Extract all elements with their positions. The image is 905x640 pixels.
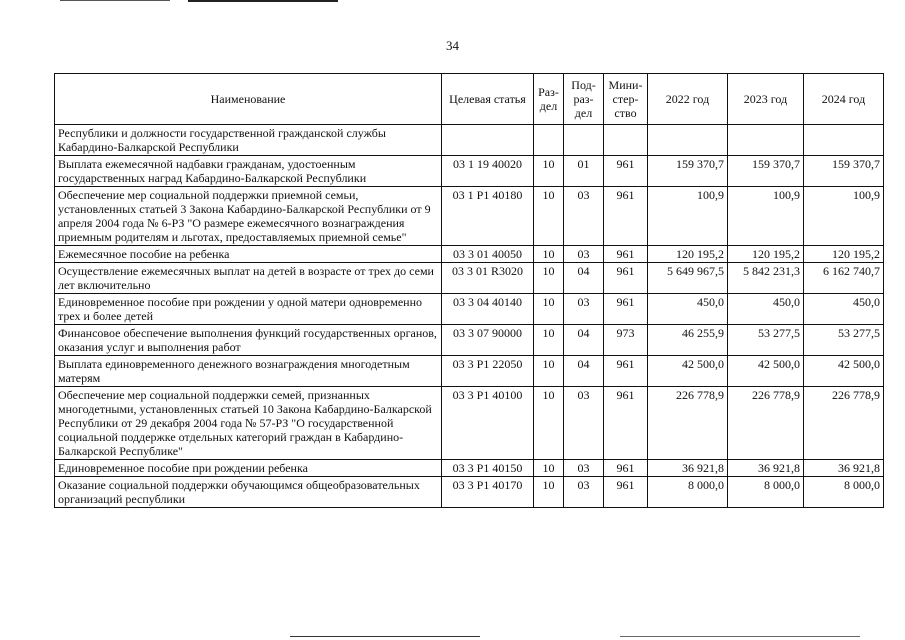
cell-ministry: 961 bbox=[604, 187, 648, 246]
budget-table bbox=[54, 73, 884, 508]
cell-section: 10 bbox=[534, 325, 564, 356]
cell-2023 bbox=[728, 125, 804, 156]
table-row bbox=[55, 263, 884, 294]
table-row bbox=[55, 356, 884, 387]
column-header-ministry: Мини-стер-ство bbox=[604, 74, 648, 125]
cell-2023: 100,9 bbox=[728, 187, 804, 246]
cell-article: 03 3 01 R3020 bbox=[442, 263, 534, 294]
table-row bbox=[55, 246, 884, 263]
cell-2023: 159 370,7 bbox=[728, 156, 804, 187]
cell-article: 03 3 Р1 22050 bbox=[442, 356, 534, 387]
cell-2023: 36 921,8 bbox=[728, 460, 804, 477]
table-row bbox=[55, 325, 884, 356]
scan-artifact-line bbox=[188, 0, 338, 2]
cell-subsection: 04 bbox=[564, 325, 604, 356]
cell-name: Оказание социальной поддержки обучающимся общеобразовательных организаций республики bbox=[55, 477, 442, 508]
cell-ministry: 961 bbox=[604, 387, 648, 460]
cell-ministry: 961 bbox=[604, 156, 648, 187]
cell-2022: 450,0 bbox=[648, 294, 728, 325]
cell-subsection: 04 bbox=[564, 356, 604, 387]
cell-name: Республики и должности государственной гражданской службы Кабардино-Балкарской Республики bbox=[55, 125, 442, 156]
cell-2022: 46 255,9 bbox=[648, 325, 728, 356]
cell-name: Осуществление ежемесячных выплат на детей в возрасте от трех до семи лет включительно bbox=[55, 263, 442, 294]
scan-artifact-line bbox=[620, 636, 860, 637]
column-header-section: Раз-дел bbox=[534, 74, 564, 125]
cell-2024: 53 277,5 bbox=[804, 325, 884, 356]
cell-2023: 53 277,5 bbox=[728, 325, 804, 356]
cell-2024 bbox=[804, 125, 884, 156]
column-header-2024: 2024 год bbox=[804, 74, 884, 125]
column-header-2023: 2023 год bbox=[728, 74, 804, 125]
cell-2023: 120 195,2 bbox=[728, 246, 804, 263]
cell-section: 10 bbox=[534, 477, 564, 508]
cell-section: 10 bbox=[534, 356, 564, 387]
table-row bbox=[55, 125, 884, 156]
cell-2024: 450,0 bbox=[804, 294, 884, 325]
cell-article: 03 3 04 40140 bbox=[442, 294, 534, 325]
cell-name: Ежемесячное пособие на ребенка bbox=[55, 246, 442, 263]
cell-section: 10 bbox=[534, 156, 564, 187]
cell-article: 03 1 19 40020 bbox=[442, 156, 534, 187]
cell-article: 03 3 01 40050 bbox=[442, 246, 534, 263]
column-header-name: Наименование bbox=[55, 74, 442, 125]
cell-2022: 100,9 bbox=[648, 187, 728, 246]
page-number: 34 bbox=[446, 38, 459, 53]
cell-ministry: 961 bbox=[604, 460, 648, 477]
cell-name: Единовременное пособие при рождении у одной матери одновременно трех и более детей bbox=[55, 294, 442, 325]
cell-2024: 120 195,2 bbox=[804, 246, 884, 263]
table-row bbox=[55, 294, 884, 325]
cell-2022: 36 921,8 bbox=[648, 460, 728, 477]
cell-ministry: 961 bbox=[604, 356, 648, 387]
cell-2022: 8 000,0 bbox=[648, 477, 728, 508]
column-header-article: Целевая статья bbox=[442, 74, 534, 125]
cell-section: 10 bbox=[534, 460, 564, 477]
table-row bbox=[55, 477, 884, 508]
cell-2022 bbox=[648, 125, 728, 156]
cell-2022: 42 500,0 bbox=[648, 356, 728, 387]
cell-section: 10 bbox=[534, 387, 564, 460]
cell-ministry: 961 bbox=[604, 294, 648, 325]
cell-ministry: 961 bbox=[604, 246, 648, 263]
cell-2024: 6 162 740,7 bbox=[804, 263, 884, 294]
cell-section bbox=[534, 125, 564, 156]
cell-2022: 120 195,2 bbox=[648, 246, 728, 263]
cell-subsection: 03 bbox=[564, 187, 604, 246]
cell-2022: 5 649 967,5 bbox=[648, 263, 728, 294]
cell-subsection: 03 bbox=[564, 294, 604, 325]
scan-artifact-line bbox=[290, 636, 480, 637]
column-header-2022: 2022 год bbox=[648, 74, 728, 125]
cell-2023: 450,0 bbox=[728, 294, 804, 325]
cell-2024: 8 000,0 bbox=[804, 477, 884, 508]
table-row bbox=[55, 460, 884, 477]
scan-artifact-line bbox=[60, 0, 170, 1]
column-header-subsection: Под-раз-дел bbox=[564, 74, 604, 125]
cell-name: Выплата ежемесячной надбавки гражданам, удостоенным государственных наград Кабардино-Балкарской Республики bbox=[55, 156, 442, 187]
cell-name: Финансовое обеспечение выполнения функций государственных органов, оказания услуг и выполнения работ bbox=[55, 325, 442, 356]
table-header-row bbox=[55, 74, 884, 125]
cell-subsection: 03 bbox=[564, 246, 604, 263]
cell-2024: 36 921,8 bbox=[804, 460, 884, 477]
cell-2024: 42 500,0 bbox=[804, 356, 884, 387]
cell-section: 10 bbox=[534, 294, 564, 325]
cell-2023: 42 500,0 bbox=[728, 356, 804, 387]
cell-subsection: 03 bbox=[564, 387, 604, 460]
cell-name: Обеспечение мер социальной поддержки семей, признанных многодетными, установленных статьей 10 Закона Кабардино-Балкарской Республики от 29 декабря 2004 года № 57-РЗ "О государственной социальной поддержке отдельных категорий граждан в Кабардино-Балкарской Республике" bbox=[55, 387, 442, 460]
table-row bbox=[55, 387, 884, 460]
cell-2024: 226 778,9 bbox=[804, 387, 884, 460]
cell-section: 10 bbox=[534, 263, 564, 294]
cell-ministry bbox=[604, 125, 648, 156]
table-row bbox=[55, 187, 884, 246]
cell-article: 03 3 Р1 40170 bbox=[442, 477, 534, 508]
cell-name: Единовременное пособие при рождении ребенка bbox=[55, 460, 442, 477]
cell-section: 10 bbox=[534, 187, 564, 246]
cell-section: 10 bbox=[534, 246, 564, 263]
cell-2022: 226 778,9 bbox=[648, 387, 728, 460]
cell-subsection: 03 bbox=[564, 477, 604, 508]
cell-2022: 159 370,7 bbox=[648, 156, 728, 187]
cell-subsection: 03 bbox=[564, 460, 604, 477]
cell-name: Обеспечение мер социальной поддержки приемной семьи, установленных статьей 3 Закона Кабардино-Балкарской Республики от 9 апреля 2004 года № 6-РЗ "О размере ежемесячного вознаграждения приемным родителям и льготах, предоставляемых приемной семье" bbox=[55, 187, 442, 246]
cell-2023: 5 842 231,3 bbox=[728, 263, 804, 294]
cell-subsection: 01 bbox=[564, 156, 604, 187]
cell-2024: 100,9 bbox=[804, 187, 884, 246]
cell-subsection bbox=[564, 125, 604, 156]
cell-2024: 159 370,7 bbox=[804, 156, 884, 187]
cell-ministry: 961 bbox=[604, 263, 648, 294]
cell-ministry: 961 bbox=[604, 477, 648, 508]
cell-name: Выплата единовременного денежного вознаграждения многодетным матерям bbox=[55, 356, 442, 387]
cell-article: 03 3 07 90000 bbox=[442, 325, 534, 356]
cell-article: 03 3 Р1 40150 bbox=[442, 460, 534, 477]
cell-ministry: 973 bbox=[604, 325, 648, 356]
cell-article: 03 1 Р1 40180 bbox=[442, 187, 534, 246]
cell-2023: 8 000,0 bbox=[728, 477, 804, 508]
cell-article bbox=[442, 125, 534, 156]
cell-article: 03 3 Р1 40100 bbox=[442, 387, 534, 460]
cell-2023: 226 778,9 bbox=[728, 387, 804, 460]
cell-subsection: 04 bbox=[564, 263, 604, 294]
table-row bbox=[55, 156, 884, 187]
